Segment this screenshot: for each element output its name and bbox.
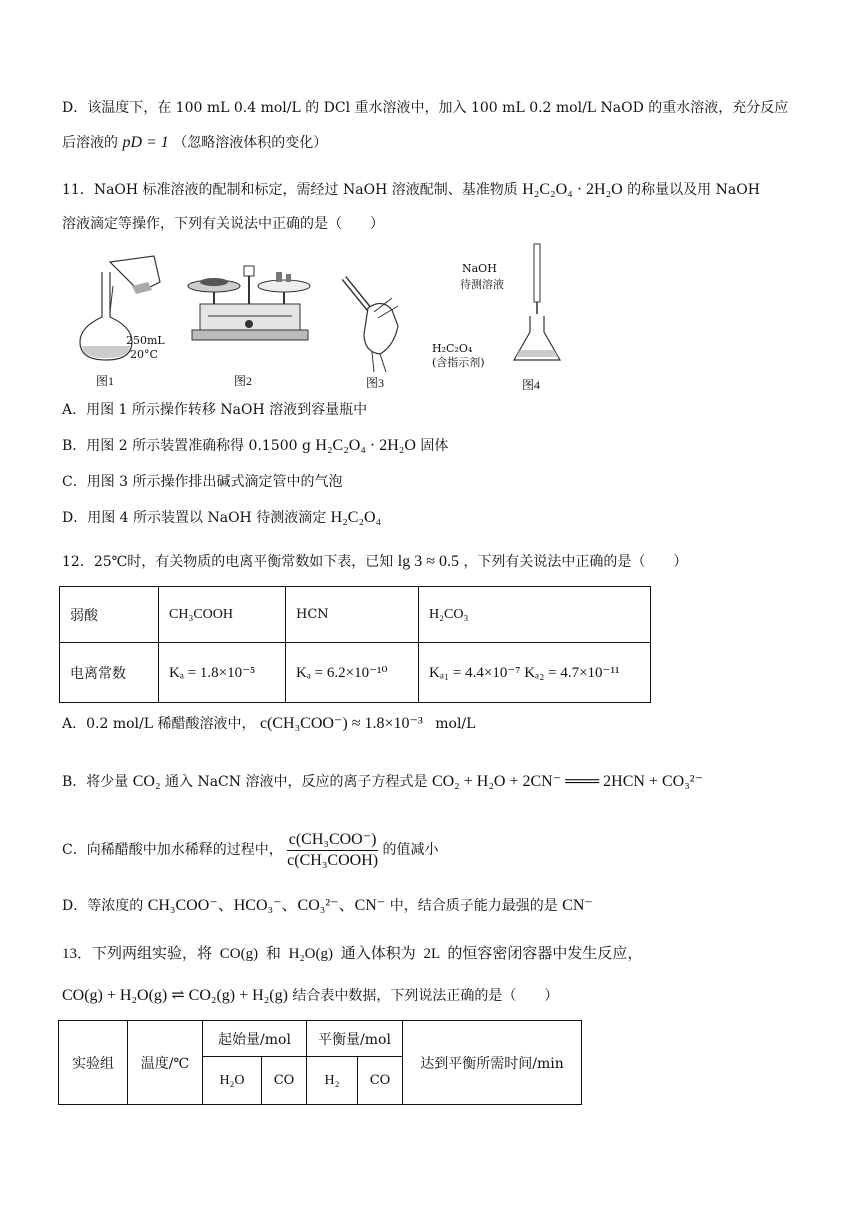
q13-equation: CO(g) + H₂O(g) ⇌ CO₂(g) + H₂(g) [62, 987, 288, 1004]
table-header: H₂ [307, 1057, 358, 1105]
table-header: CO [262, 1057, 307, 1105]
fig4-indicator: (含指示剂) [432, 356, 485, 369]
q12-a-text: A．0.2 mol/L 稀醋酸溶液中， [62, 716, 256, 732]
table-header: 达到平衡所需时间/min [403, 1021, 582, 1105]
table-header: H₂O [203, 1057, 262, 1105]
q12-option-d [62, 896, 593, 916]
titration-flask-figure [506, 242, 586, 372]
q12-d-mid: 中，结合质子能力最强的是 [389, 898, 558, 914]
q12-stem [62, 552, 687, 572]
q12-b-co2: CO₂ [132, 773, 161, 790]
fraction-numerator: c(CH₃COO⁻) [287, 830, 378, 851]
fraction-denominator: c(CH₃COOH) [287, 851, 379, 869]
q12-stem-post: ，下列有关说法中正确的是（ ） [463, 554, 688, 570]
fig2-label: 图2 [234, 374, 253, 388]
q12-d-ions: CH₃COO⁻、HCO₃⁻、CO₃²⁻、CN⁻ [147, 897, 386, 914]
experiment-data-table [58, 1020, 582, 1105]
q12-b-mid: 通入 NaCN 溶液中，反应的离子方程式是 [165, 774, 428, 790]
q10-text-post: （忽略溶液体积的变化） [173, 135, 328, 151]
q12-b-text: B．将少量 [62, 774, 129, 790]
q11-stem-line2: 溶液滴定等操作，下列有关说法中正确的是（ ） [62, 216, 384, 232]
q11-option-c: C．用图 3 所示操作排出碱式滴定管中的气泡 [62, 474, 343, 490]
q11-d-formula: H₂C₂O₄ [330, 509, 382, 526]
q12-option-b [62, 772, 703, 792]
table-header: CO [358, 1057, 403, 1105]
q12-option-a [62, 714, 475, 734]
burette-hand-figure [334, 268, 414, 373]
q11-option-a: A．用图 1 所示操作转移 NaOH 溶液到容量瓶中 [62, 402, 368, 418]
q10-option-d-line1: D．该温度下，在 100 mL 0.4 mol/L 的 DCl 重水溶液中，加入 100 mL 0.2 mol/L NaOD 的重水溶液，充分反应 [62, 100, 789, 116]
table-cell: Kₐ₁ = 4.4×10⁻⁷ Kₐ₂ = 4.7×10⁻¹¹ [419, 643, 651, 703]
q11-b-text: B．用图 2 所示装置准确称得 0.1500 g [62, 438, 311, 454]
q12-a-unit: mol/L [435, 716, 476, 732]
q12-c-fraction [287, 830, 378, 871]
fig4-naoh-solution: 待测溶液 [460, 278, 504, 291]
fig4-oxalic: H₂C₂O₄ [432, 342, 473, 355]
q12-c-post: 的值减小 [382, 842, 439, 858]
balance-figure [184, 264, 314, 359]
q11-b-formula: H₂C₂O₄ · 2H₂O [315, 437, 416, 454]
table-cell: 弱酸 [60, 587, 159, 643]
q11-figures [62, 242, 582, 392]
fig1-label: 图1 [96, 374, 115, 388]
table-cell: 电离常数 [60, 643, 159, 703]
q10-option-d-line2 [62, 133, 327, 153]
table-cell: H₂CO₃ [419, 587, 651, 643]
q11-option-b [62, 436, 448, 456]
q11-formula: H₂C₂O₄ · 2H₂O [522, 181, 623, 198]
table-header: 实验组 [59, 1021, 128, 1105]
fig4-label: 图4 [522, 378, 541, 392]
fig1-temp: 20°C [130, 348, 158, 361]
q13-stem-line1 [62, 944, 642, 964]
table-cell: Kₐ = 1.8×10⁻⁵ [159, 643, 286, 703]
q11-stem-text2: 的称量以及用 NaOH [627, 182, 760, 198]
q12-c-text: C．向稀醋酸中加水稀释的过程中， [62, 842, 283, 858]
q10-text: 后溶液的 [62, 135, 118, 151]
q12-a-math: c(CH₃COO⁻) ≈ 1.8×10⁻³ [259, 715, 423, 732]
table-cell: HCN [286, 587, 419, 643]
q11-stem-text: 11．NaOH 标准溶液的配制和标定，需经过 NaOH 溶液配制、基准物质 [62, 182, 518, 198]
q11-option-d [62, 508, 381, 528]
q13-stem-post: 结合表中数据，下列说法正确的是（ ） [292, 988, 559, 1004]
q13-stem-line2 [62, 986, 558, 1006]
fig3-label: 图3 [366, 376, 385, 390]
q11-b-post: 固体 [420, 438, 449, 454]
table-header: 起始量/mol [203, 1021, 307, 1057]
q12-b-equation: CO₂ + H₂O + 2CN⁻ ═══ 2HCN + CO₃²⁻ [431, 773, 704, 790]
fig4-naoh: NaOH [462, 262, 497, 275]
table-cell: Kₐ = 6.2×10⁻¹⁰ [286, 643, 419, 703]
q12-lg3: lg 3 ≈ 0.5 [397, 553, 459, 570]
ionization-constant-table [59, 586, 651, 703]
q12-stem-text: 12．25℃时，有关物质的电离平衡常数如下表，已知 [62, 554, 394, 570]
q10-pd-value: pD = 1 [122, 134, 169, 151]
table-cell: CH₃COOH [159, 587, 286, 643]
q12-d-end: CN⁻ [562, 897, 593, 914]
q12-d-text: D．等浓度的 [62, 898, 144, 914]
q13-stem-text: 13．下列两组实验，将 CO(g) 和 H₂O(g) 通入体积为 2L 的恒容密闭容器中发生反应， [62, 946, 643, 962]
table-header: 温度/℃ [128, 1021, 203, 1105]
fig1-volume: 250mL [126, 334, 165, 347]
q11-d-text: D．用图 4 所示装置以 NaOH 待测液滴定 [62, 510, 327, 526]
q12-option-c [62, 828, 439, 872]
q11-stem-line1 [62, 180, 760, 200]
table-header: 平衡量/mol [307, 1021, 403, 1057]
